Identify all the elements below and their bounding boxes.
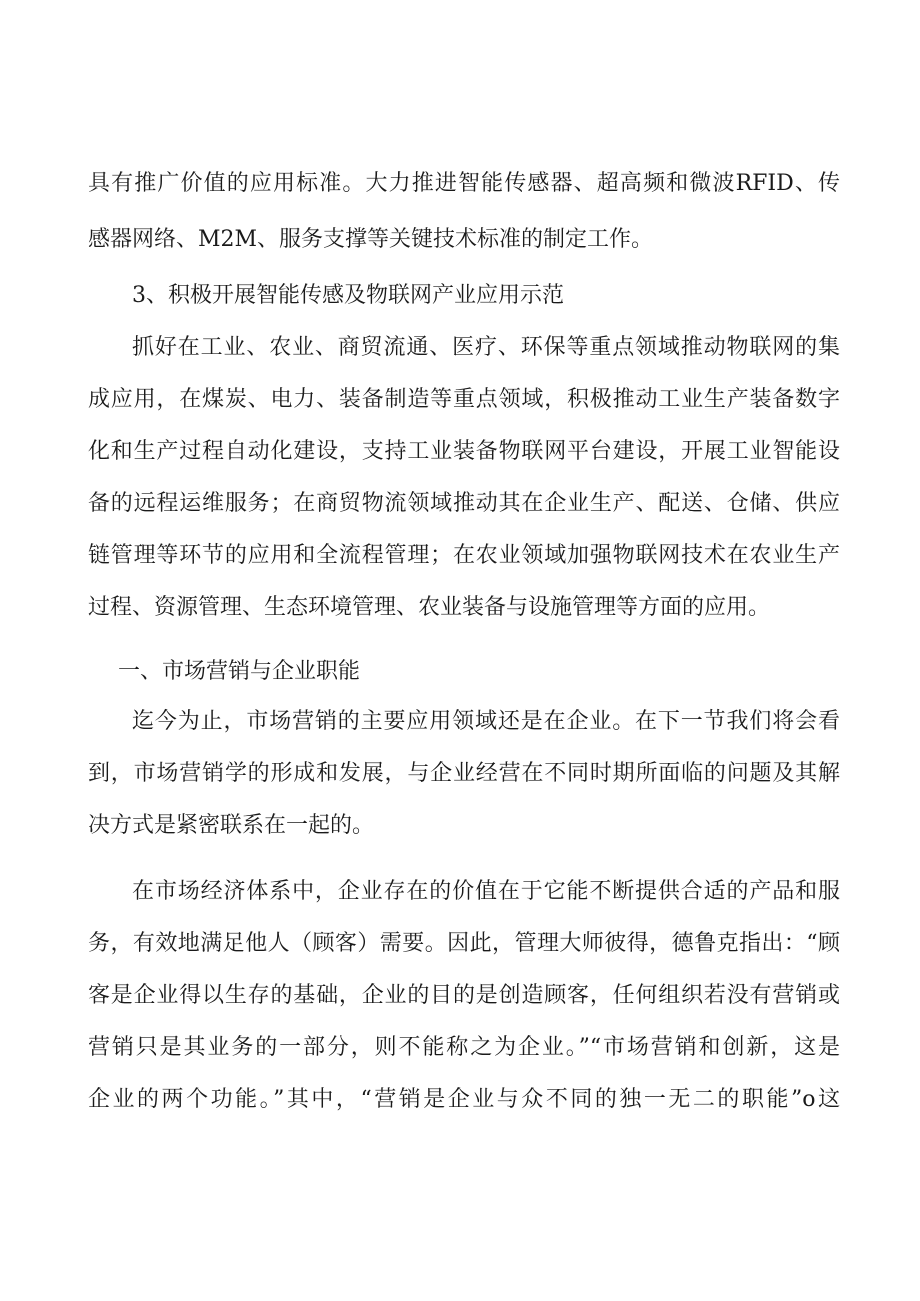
paragraph-line: 客是企业得以生存的基础，企业的目的是创造顾客，任何组织若没有营销或 [88,983,840,1008]
paragraph-line: 决方式是紧密联系在一起的。 [88,813,375,838]
paragraph-line: 在市场经济体系中，企业存在的价值在于它能不断提供合适的产品和服 [132,879,840,904]
paragraph-line: 感器网络、M2M、服务支撑等关键技术标准的制定工作。 [88,227,654,252]
paragraph-line: 抓好在工业、农业、商贸流通、医疗、环保等重点领域推动物联网的集 [132,335,840,360]
paragraph-line: 到，市场营销学的形成和发展，与企业经营在不同时期所面临的问题及其解 [88,761,840,786]
section-heading: 3、积极开展智能传感及物联网产业应用示范 [132,283,564,308]
paragraph-line: 化和生产过程自动化建设，支持工业装备物联网平台建设，开展工业智能设 [88,439,840,464]
section-heading: 一、市场营销与企业职能 [118,659,361,684]
paragraph-line: 企业的两个功能。”其中，“营销是企业与众不同的独一无二的职能”o这 [88,1087,840,1112]
paragraph-line: 务，有效地满足他人（顾客）需要。因此，管理大师彼得，德鲁克指出：“顾 [88,931,840,956]
paragraph-line: 迄今为止，市场营销的主要应用领域还是在企业。在下一节我们将会看 [132,709,840,734]
paragraph-line: 具有推广价值的应用标准。大力推进智能传感器、超高频和微波RFID、传 [88,171,840,196]
paragraph-line: 链管理等环节的应用和全流程管理；在农业领域加强物联网技术在农业生产 [88,543,840,568]
paragraph-line: 成应用，在煤炭、电力、装备制造等重点领域，积极推动工业生产装备数字 [88,387,840,412]
paragraph-line: 营销只是其业务的一部分，则不能称之为企业。”“市场营销和创新，这是 [88,1035,840,1060]
paragraph-line: 过程、资源管理、生态环境管理、农业装备与设施管理等方面的应用。 [88,595,771,620]
paragraph-line: 备的远程运维服务；在商贸物流领域推动其在企业生产、配送、仓储、供应 [88,491,840,516]
